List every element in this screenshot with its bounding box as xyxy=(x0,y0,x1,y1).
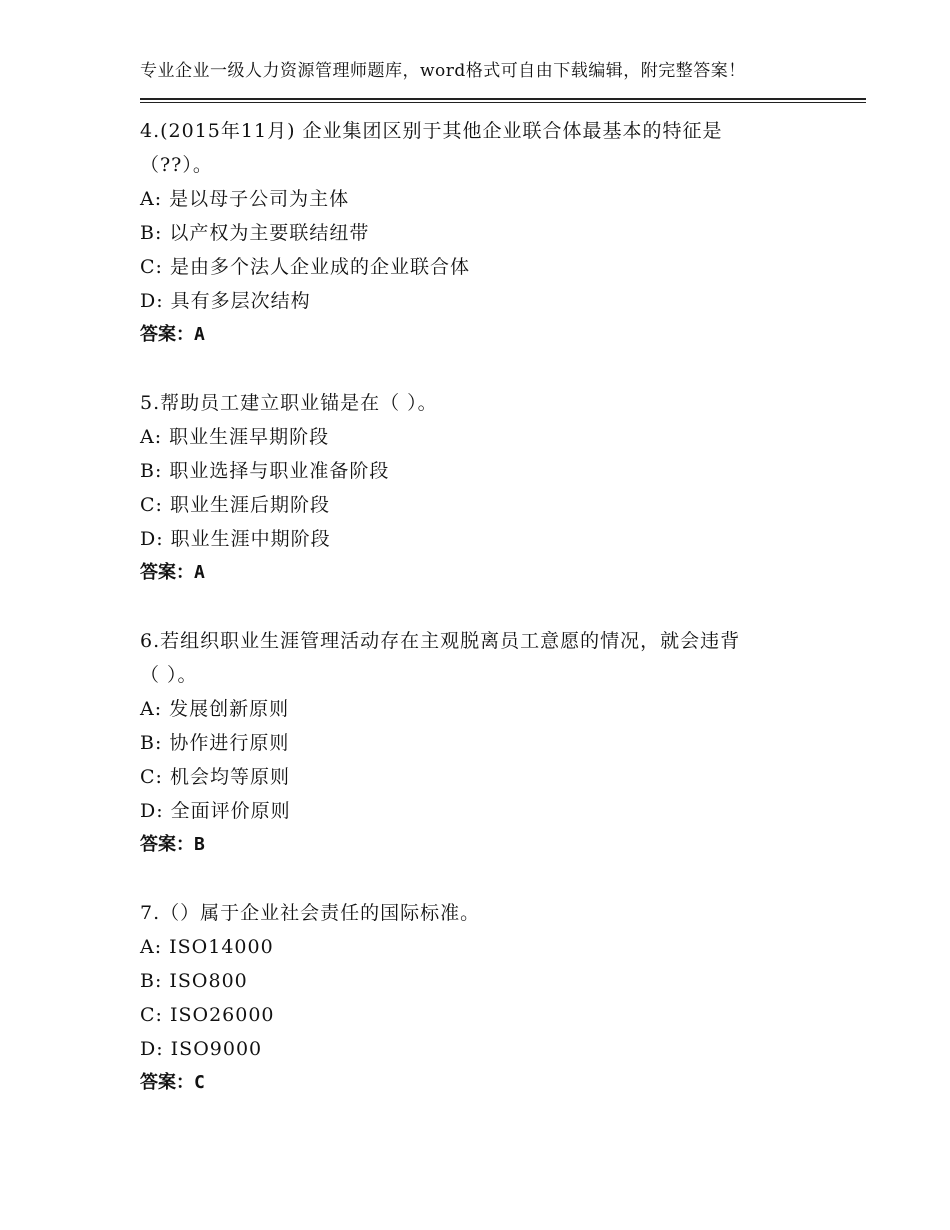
question-stem: 6.若组织职业生涯管理活动存在主观脱离员工意愿的情况，就会违背 xyxy=(140,630,741,652)
option-a: A: ISO14000 xyxy=(140,936,274,958)
option-b: B: 职业选择与职业准备阶段 xyxy=(140,460,390,482)
option-d: D: 具有多层次结构 xyxy=(140,290,311,312)
question-stem-cont: （??）。 xyxy=(140,154,213,176)
option-a: A: 发展创新原则 xyxy=(140,698,290,720)
option-b: B: ISO800 xyxy=(140,970,248,992)
header-divider xyxy=(140,98,866,100)
option-d: D: ISO9000 xyxy=(140,1038,263,1060)
option-c: C: 是由多个法人企业成的企业联合体 xyxy=(140,256,470,278)
question-stem-cont: （ ）。 xyxy=(140,664,198,686)
option-a: A: 是以母子公司为主体 xyxy=(140,188,350,210)
option-b: B: 协作进行原则 xyxy=(140,732,290,754)
question-6 xyxy=(140,624,866,862)
question-stem: 5.帮助员工建立职业锚是在（ ）。 xyxy=(140,392,438,414)
answer: 答案：A xyxy=(140,324,205,345)
option-a: A: 职业生涯早期阶段 xyxy=(140,426,330,448)
question-stem: 4.(2015年11月) 企业集团区别于其他企业联合体最基本的特征是 xyxy=(140,120,723,142)
header-divider-thin xyxy=(140,102,866,103)
option-d: D: 全面评价原则 xyxy=(140,800,291,822)
option-c: C: ISO26000 xyxy=(140,1004,275,1026)
option-b: B: 以产权为主要联结纽带 xyxy=(140,222,370,244)
answer: 答案：C xyxy=(140,1072,205,1093)
option-d: D: 职业生涯中期阶段 xyxy=(140,528,331,550)
option-c: C: 机会均等原则 xyxy=(140,766,290,788)
question-4 xyxy=(140,114,866,352)
question-stem: 7.（）属于企业社会责任的国际标准。 xyxy=(140,902,481,924)
question-list xyxy=(140,114,866,1134)
option-c: C: 职业生涯后期阶段 xyxy=(140,494,330,516)
answer: 答案：A xyxy=(140,562,205,583)
question-7 xyxy=(140,896,866,1100)
page-header: 专业企业一级人力资源管理师题库，word格式可自由下载编辑，附完整答案！ xyxy=(140,61,746,81)
question-5 xyxy=(140,386,866,590)
answer: 答案：B xyxy=(140,834,205,855)
